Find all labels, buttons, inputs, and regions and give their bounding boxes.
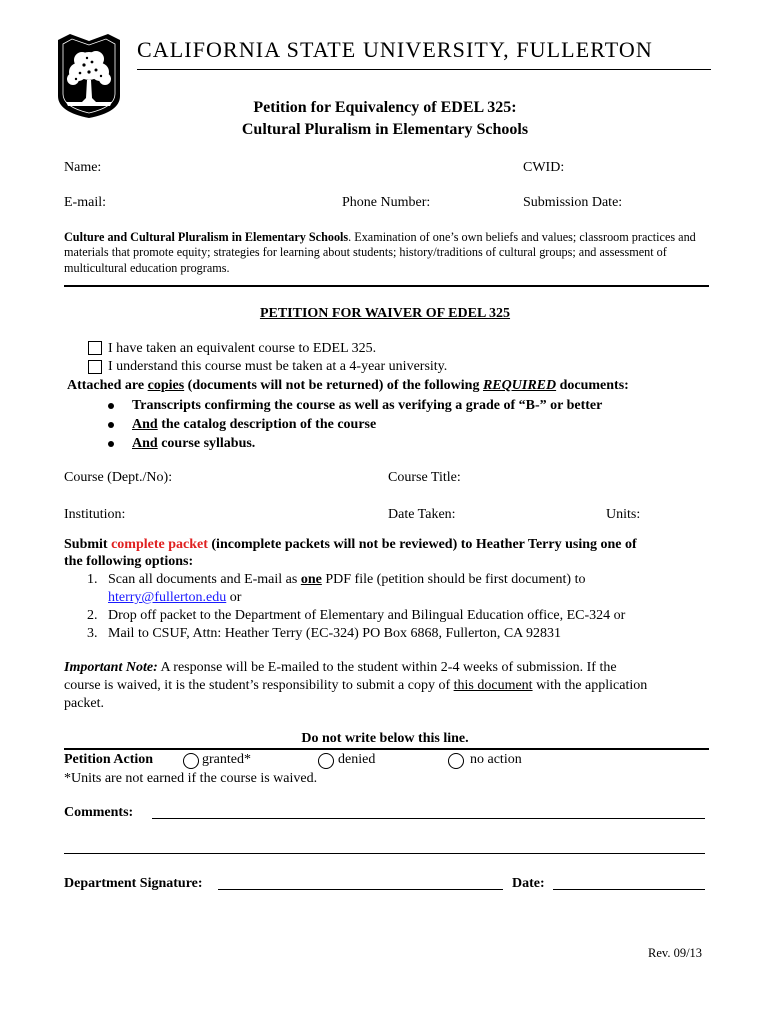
- submission-date-label: Submission Date:: [523, 195, 623, 210]
- date-taken-label: Date Taken:: [388, 507, 456, 522]
- header-rule: [137, 69, 711, 70]
- comments-line-1[interactable]: [152, 818, 705, 819]
- option-2-text: Drop off packet to the Department of Elementary and Bilingual Education office, EC-324 or: [108, 608, 626, 623]
- complete-packet-text: complete packet: [111, 537, 208, 552]
- comments-label: Comments:: [64, 805, 134, 820]
- attached-post: documents:: [556, 378, 629, 393]
- course-title-label: Course Title:: [388, 470, 461, 485]
- section-divider: [64, 285, 709, 287]
- submit-instructions: Submit complete packet (incomplete packets will not be reviewed) to Heather Terry using one of: [64, 537, 637, 552]
- signature-line[interactable]: [218, 889, 503, 890]
- important-note-line1: Important Note: A response will be E-mailed to the student within 2-4 weeks of submission. If the: [64, 660, 617, 675]
- email-label: E-mail:: [64, 195, 106, 210]
- attached-documents-text: [67, 378, 629, 394]
- course-description-text: . Examination of one’s own beliefs and values; classroom practices and materials that promote equity; strategies for learning about students; history/traditions of cultural groups; and assessment of multicultural education programs.: [64, 230, 696, 275]
- option-1-text: Scan all documents and E-mail as one PDF file (petition should be first document) to: [108, 572, 586, 587]
- institution-label: Institution:: [64, 507, 126, 522]
- no-action-label: no action: [470, 752, 522, 767]
- granted-label: granted*: [202, 752, 251, 767]
- comments-line-2[interactable]: [64, 853, 705, 854]
- do-not-write-heading: Do not write below this line.: [301, 731, 469, 746]
- option-2-number: 2.: [87, 608, 98, 623]
- no-action-radio[interactable]: [448, 753, 464, 769]
- option-3-number: 3.: [87, 626, 98, 641]
- name-label: Name:: [64, 160, 102, 175]
- attached-pre: Attached are: [67, 378, 148, 393]
- equivalent-course-label: I have taken an equivalent course to EDEL 325.: [108, 341, 377, 356]
- four-year-checkbox[interactable]: [88, 360, 102, 374]
- units-label: Units:: [606, 507, 641, 522]
- date-label: Date:: [512, 876, 545, 891]
- option-3-text: Mail to CSUF, Attn: Heather Terry (EC-324) PO Box 6868, Fullerton, CA 92831: [108, 626, 562, 641]
- phone-label: Phone Number:: [342, 195, 431, 210]
- attached-mid: (documents will not be returned) of the following: [184, 378, 483, 393]
- course-dept-label: Course (Dept./No):: [64, 470, 173, 485]
- department-signature-label: Department Signature:: [64, 876, 203, 891]
- important-note-line2: course is waived, it is the student’s responsibility to submit a copy of this document with the application: [64, 678, 648, 693]
- email-link[interactable]: hterry@fullerton.edu: [108, 590, 227, 605]
- petition-action-label: Petition Action: [64, 752, 154, 767]
- cwid-label: CWID:: [523, 160, 565, 175]
- required-doc-transcripts: Transcripts confirming the course as well as verifying a grade of “B-” or better: [132, 398, 602, 414]
- important-note-label: Important Note:: [64, 660, 158, 675]
- form-title-line1: Petition for Equivalency of EDEL 325:: [253, 99, 517, 116]
- four-year-label: I understand this course must be taken at a 4-year university.: [108, 359, 448, 374]
- waiver-heading: PETITION FOR WAIVER OF EDEL 325: [259, 306, 511, 321]
- required-doc-syllabus: And course syllabus.: [132, 436, 255, 452]
- denied-label: denied: [338, 752, 376, 767]
- course-description-title: Culture and Cultural Pluralism in Elementary Schools: [64, 230, 349, 244]
- units-note: *Units are not earned if the course is waived.: [64, 771, 318, 786]
- course-description: [64, 230, 712, 276]
- equivalent-course-checkbox[interactable]: [88, 341, 102, 355]
- university-name: CALIFORNIA STATE UNIVERSITY, FULLERTON: [137, 37, 653, 62]
- required-doc-catalog: And the catalog description of the course: [132, 417, 376, 433]
- submit-instructions-line2: the following options:: [64, 554, 194, 569]
- denied-radio[interactable]: [318, 753, 334, 769]
- attached-copies: copies: [147, 378, 185, 393]
- granted-radio[interactable]: [183, 753, 199, 769]
- option-1-email-line: hterry@fullerton.edu or: [108, 590, 242, 605]
- important-note-line3: packet.: [64, 696, 105, 711]
- revision-label: Rev. 09/13: [648, 946, 703, 960]
- date-line[interactable]: [553, 889, 705, 890]
- form-title-line2: Cultural Pluralism in Elementary Schools: [241, 121, 529, 138]
- office-divider: [64, 748, 709, 750]
- option-1-number: 1.: [87, 572, 98, 587]
- attached-required: REQUIRED: [482, 378, 557, 393]
